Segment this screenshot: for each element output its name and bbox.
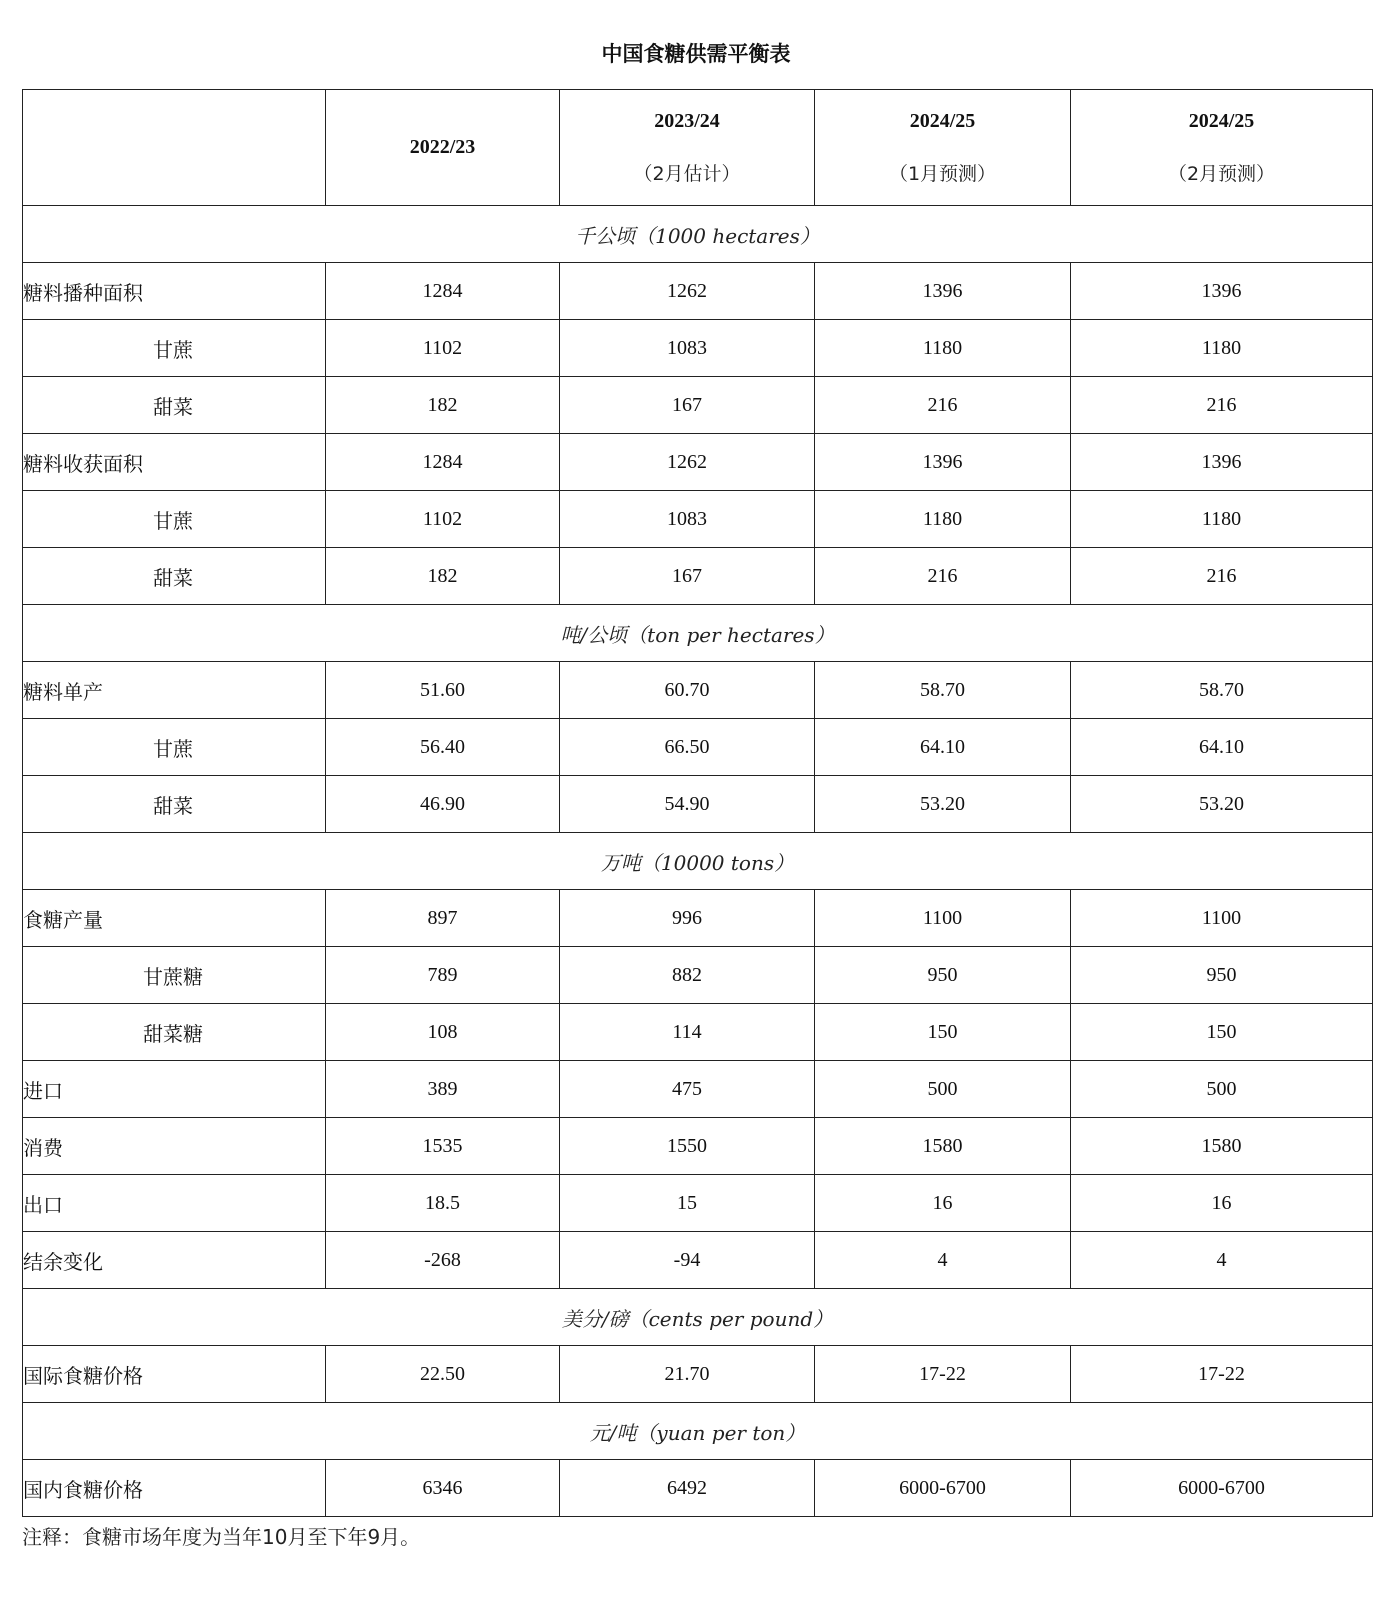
row-label: 甘蔗 [23,719,326,776]
value-cell: 22.50 [326,1346,560,1403]
row-label: 食糖产量 [23,890,326,947]
value-cell: 4 [815,1232,1071,1289]
value-cell: 500 [1071,1061,1373,1118]
value-cell: 216 [815,377,1071,434]
value-cell: 58.70 [1071,662,1373,719]
value-cell: 182 [326,377,560,434]
row-label: 甘蔗 [23,491,326,548]
value-cell: 4 [1071,1232,1373,1289]
value-cell: 16 [815,1175,1071,1232]
value-cell: 108 [326,1004,560,1061]
table-row [23,890,1373,947]
row-label: 糖料播种面积 [23,263,326,320]
unit-row [23,605,1373,662]
unit-label: 千公顷（1000 hectares） [23,206,1373,263]
value-cell: 66.50 [560,719,815,776]
value-cell: 17-22 [815,1346,1071,1403]
value-cell: 475 [560,1061,815,1118]
value-cell: 950 [815,947,1071,1004]
unit-row [23,1403,1373,1460]
value-cell: 64.10 [1071,719,1373,776]
value-cell: 1535 [326,1118,560,1175]
table-row [23,1175,1373,1232]
header-col-2023-24-estimate [560,90,815,206]
unit-label: 美分/磅（cents per pound） [23,1289,1373,1346]
value-cell: 60.70 [560,662,815,719]
page-title: 中国食糖供需平衡表 [601,42,791,66]
value-cell: 46.90 [326,776,560,833]
value-cell: 216 [1071,377,1373,434]
value-cell: 1102 [326,491,560,548]
row-label: 消费 [23,1118,326,1175]
header-col-2024-25-feb-forecast [1071,90,1373,206]
value-cell: 51.60 [326,662,560,719]
value-cell: 58.70 [815,662,1071,719]
value-cell: -94 [560,1232,815,1289]
row-label: 结余变化 [23,1232,326,1289]
table-row [23,434,1373,491]
header-row [23,90,1373,206]
row-label: 出口 [23,1175,326,1232]
row-label: 甜菜 [23,548,326,605]
value-cell: 53.20 [1071,776,1373,833]
row-label: 国内食糖价格 [23,1460,326,1517]
value-cell: 500 [815,1061,1071,1118]
value-cell: 1100 [1071,890,1373,947]
table-row [23,377,1373,434]
value-cell: 53.20 [815,776,1071,833]
row-label: 甘蔗糖 [23,947,326,1004]
table-row [23,548,1373,605]
row-label: 甜菜 [23,377,326,434]
value-cell: 897 [326,890,560,947]
row-label: 甘蔗 [23,320,326,377]
header-year: 2024/25 [1188,109,1255,132]
value-cell: 56.40 [326,719,560,776]
header-year: 2023/24 [654,109,720,132]
header-col-2024-25-jan-forecast [815,90,1071,206]
value-cell: 64.10 [815,719,1071,776]
table-row [23,776,1373,833]
footnote: 注释：食糖市场年度为当年10月至下年9月。 [22,1525,421,1549]
row-label: 糖料收获面积 [23,434,326,491]
value-cell: 1102 [326,320,560,377]
table-row [23,1232,1373,1289]
value-cell: 1180 [815,320,1071,377]
value-cell: 18.5 [326,1175,560,1232]
header-year: 2024/25 [909,109,976,132]
value-cell: 167 [560,377,815,434]
table-row [23,1061,1373,1118]
value-cell: 1180 [1071,320,1373,377]
value-cell: 1262 [560,263,815,320]
value-cell: 1580 [1071,1118,1373,1175]
value-cell: 6346 [326,1460,560,1517]
row-label: 甜菜 [23,776,326,833]
value-cell: 16 [1071,1175,1373,1232]
value-cell: 114 [560,1004,815,1061]
value-cell: 1396 [815,263,1071,320]
table-row [23,1004,1373,1061]
value-cell: 1284 [326,263,560,320]
value-cell: 6000-6700 [815,1460,1071,1517]
value-cell: 167 [560,548,815,605]
value-cell: 6000-6700 [1071,1460,1373,1517]
table-row [23,1346,1373,1403]
row-label: 糖料单产 [23,662,326,719]
value-cell: 1262 [560,434,815,491]
table-row [23,263,1373,320]
value-cell: 1180 [1071,491,1373,548]
value-cell: 950 [1071,947,1373,1004]
value-cell: 1580 [815,1118,1071,1175]
value-cell: 1180 [815,491,1071,548]
unit-row [23,206,1373,263]
row-label: 甜菜糖 [23,1004,326,1061]
value-cell: 996 [560,890,815,947]
table-row [23,662,1373,719]
header-note: （2月估计） [633,162,741,185]
header-note: （2月预测） [1167,162,1276,185]
value-cell: 389 [326,1061,560,1118]
value-cell: 882 [560,947,815,1004]
table-row [23,491,1373,548]
header-col-2022-23 [326,90,560,206]
value-cell: 789 [326,947,560,1004]
table-row [23,947,1373,1004]
table-body [23,206,1373,1517]
value-cell: 150 [815,1004,1071,1061]
value-cell: 1284 [326,434,560,491]
unit-row [23,833,1373,890]
row-label: 国际食糖价格 [23,1346,326,1403]
value-cell: 150 [1071,1004,1373,1061]
header-note: （1月预测） [888,162,997,185]
table-row [23,1118,1373,1175]
unit-label: 元/吨（yuan per ton） [23,1403,1373,1460]
value-cell: 1083 [560,491,815,548]
value-cell: 182 [326,548,560,605]
value-cell: 6492 [560,1460,815,1517]
value-cell: 1100 [815,890,1071,947]
table-row [23,1460,1373,1517]
sugar-balance-table [22,89,1373,1517]
value-cell: 15 [560,1175,815,1232]
value-cell: 216 [815,548,1071,605]
value-cell: 1083 [560,320,815,377]
header-year: 2022/23 [409,136,476,158]
table-header [23,90,1373,206]
value-cell: 1396 [1071,434,1373,491]
value-cell: 17-22 [1071,1346,1373,1403]
value-cell: -268 [326,1232,560,1289]
unit-label: 万吨（10000 tons） [23,833,1373,890]
unit-label: 吨/公顷（ton per hectares） [23,605,1373,662]
unit-row [23,1289,1373,1346]
value-cell: 21.70 [560,1346,815,1403]
value-cell: 1550 [560,1118,815,1175]
table-row [23,320,1373,377]
header-corner-cell [23,90,326,206]
table-row [23,719,1373,776]
value-cell: 216 [1071,548,1373,605]
value-cell: 54.90 [560,776,815,833]
value-cell: 1396 [815,434,1071,491]
value-cell: 1396 [1071,263,1373,320]
row-label: 进口 [23,1061,326,1118]
